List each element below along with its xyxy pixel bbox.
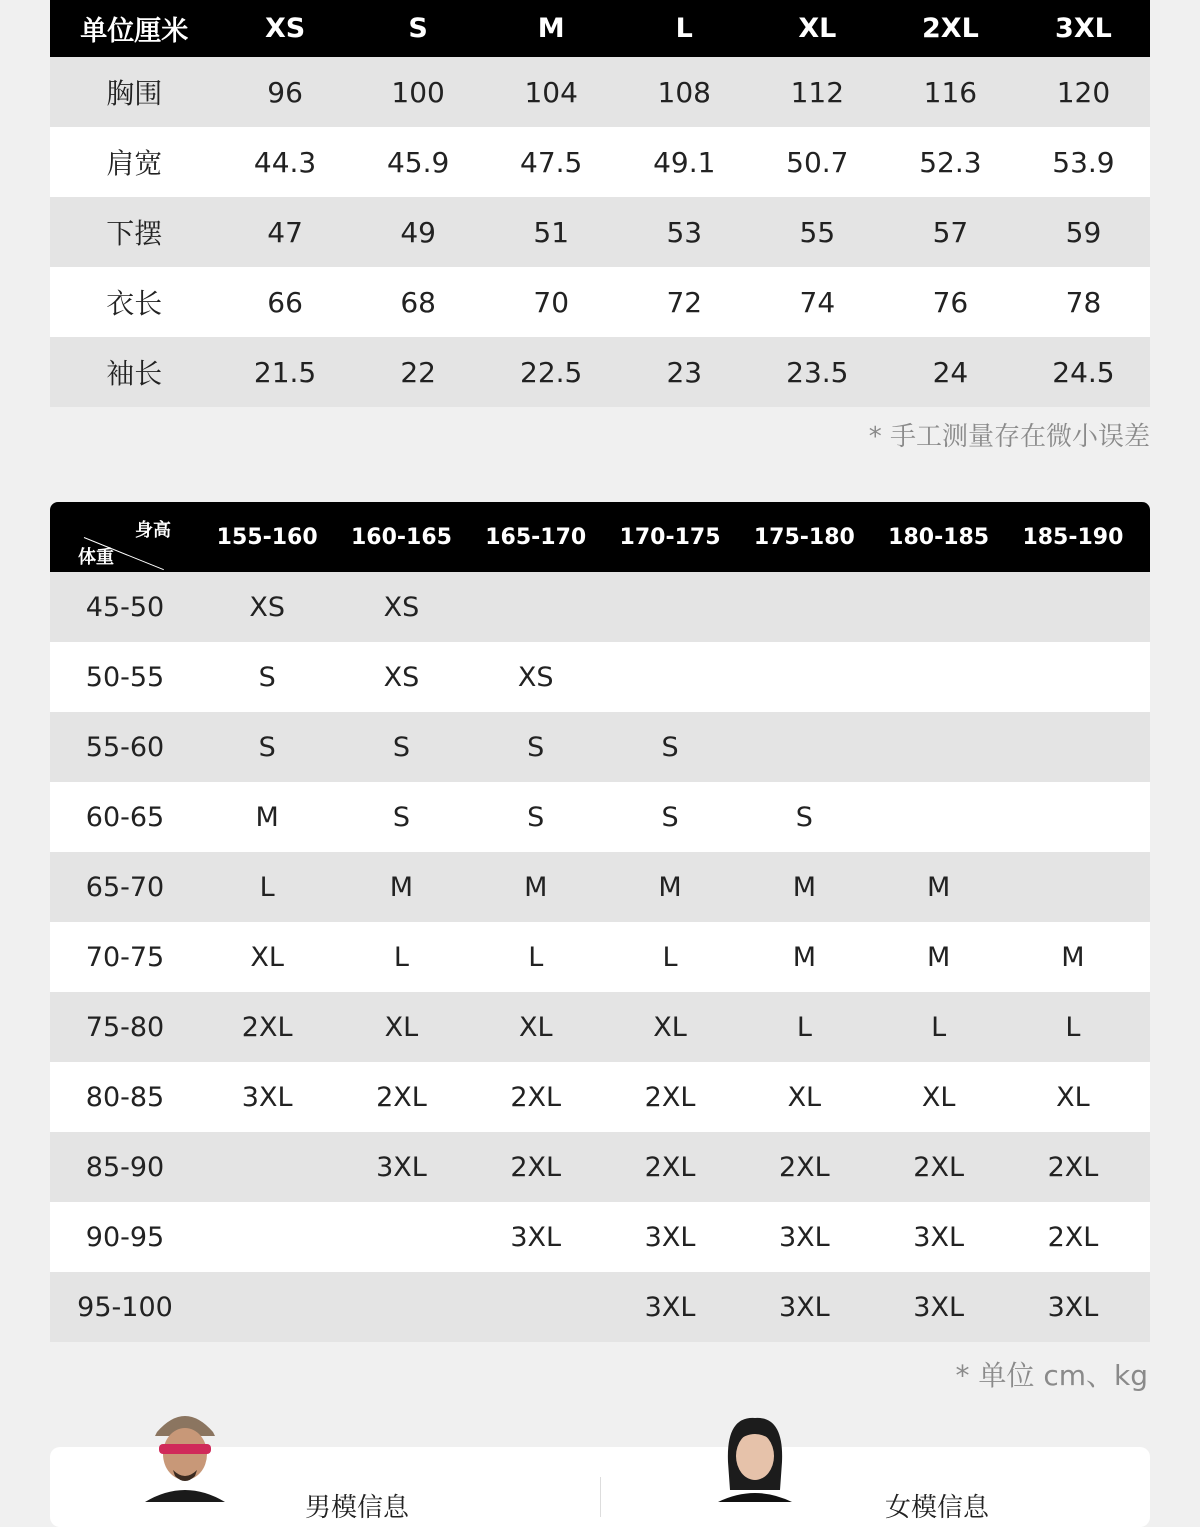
measurement-value: 51: [533, 215, 570, 249]
recommended-size: XL: [250, 941, 284, 973]
recommended-size: XL: [518, 1011, 553, 1043]
weight-range: 70-75: [85, 941, 165, 973]
measurement-value: 24.5: [1052, 355, 1115, 389]
recommended-size: XL: [653, 1011, 687, 1043]
weight-range: 90-95: [85, 1221, 165, 1253]
size-table-row: [50, 197, 1150, 267]
recommended-size: 3XL: [1047, 1291, 1099, 1323]
recommended-size: XS: [249, 591, 285, 623]
recommended-size: M: [926, 941, 951, 973]
corner-cell: [50, 502, 200, 572]
header-cell: S: [408, 13, 428, 44]
recommended-size: XL: [787, 1081, 822, 1113]
recommended-size: S: [392, 731, 411, 763]
size-table-row: [50, 267, 1150, 337]
recommended-size: 3XL: [913, 1291, 964, 1323]
weight-range: 50-55: [85, 661, 165, 693]
measurement-value: 50.7: [786, 145, 849, 179]
recommend-row: [50, 1202, 1150, 1272]
recommended-size: S: [258, 731, 276, 763]
weight-range: 85-90: [85, 1151, 165, 1183]
recommended-size: 2XL: [644, 1151, 696, 1183]
measurement-value: 66: [267, 285, 303, 319]
recommend-row: [50, 1272, 1150, 1342]
female-model-label: 女模信息: [885, 1493, 990, 1523]
measurement-label: 肩宽: [106, 147, 163, 180]
measurement-value: 108: [657, 75, 711, 109]
measurement-value: 47: [267, 215, 303, 249]
recommended-size: 2XL: [913, 1151, 964, 1183]
recommend-table-body: [50, 572, 1150, 1342]
weight-range: 55-60: [85, 731, 165, 763]
recommended-size: 2XL: [644, 1081, 696, 1113]
recommended-size: XL: [921, 1081, 956, 1113]
measurement-label: 衣长: [106, 287, 163, 320]
measurement-value: 96: [267, 75, 303, 109]
size-measurement-table: [50, 0, 1150, 407]
height-header: 160-165: [350, 524, 452, 550]
measurement-note: * 手工测量存在微小误差: [868, 422, 1150, 452]
recommended-size: 3XL: [376, 1151, 427, 1183]
measurement-value: 44.3: [253, 145, 317, 179]
recommended-size: 3XL: [778, 1291, 830, 1323]
recommended-size: L: [931, 1011, 947, 1043]
height-header: 180-185: [888, 524, 990, 550]
recommended-size: M: [255, 801, 279, 833]
male-model-photo: [135, 1402, 235, 1502]
header-cell: 单位厘米: [80, 16, 189, 47]
measurement-value: 22.5: [520, 355, 583, 389]
measurement-label: 胸围: [106, 77, 163, 110]
weight-range: 75-80: [85, 1011, 165, 1043]
measurement-value: 72: [666, 285, 703, 319]
header-cell: M: [537, 13, 565, 44]
recommended-size: 3XL: [644, 1221, 696, 1253]
recommended-size: M: [524, 871, 548, 903]
recommended-size: L: [393, 941, 409, 973]
size-table-row: [50, 127, 1150, 197]
header-cell: XL: [798, 13, 837, 44]
recommended-size: 3XL: [241, 1081, 293, 1113]
measurement-value: 49.1: [653, 145, 716, 179]
measurement-value: 104: [524, 75, 578, 109]
recommended-size: 2XL: [510, 1081, 562, 1113]
recommended-size: 2XL: [1047, 1221, 1099, 1253]
recommended-size: L: [259, 871, 275, 903]
corner-weight-label: 体重: [78, 547, 114, 568]
recommend-row: [50, 782, 1150, 852]
recommended-size: L: [662, 941, 678, 973]
header-cell: L: [675, 13, 693, 44]
recommended-size: S: [392, 801, 411, 833]
recommended-size: 3XL: [778, 1221, 830, 1253]
measurement-value: 76: [932, 285, 969, 319]
size-table-row: [50, 337, 1150, 407]
measurement-value: 53: [666, 215, 703, 249]
recommend-row: [50, 852, 1150, 922]
recommended-size: M: [1061, 941, 1085, 973]
size-table-body: [50, 57, 1150, 407]
corner-height-label: 身高: [135, 520, 171, 541]
recommended-size: XS: [383, 661, 420, 693]
measurement-value: 22: [400, 355, 436, 389]
measurement-value: 55: [799, 215, 836, 249]
weight-range: 45-50: [85, 591, 165, 623]
measurement-value: 68: [400, 285, 436, 319]
header-cell: XS: [264, 13, 306, 44]
size-table-header: [50, 0, 1150, 57]
recommend-row: [50, 992, 1150, 1062]
measurement-value: 78: [1065, 285, 1102, 319]
recommended-size: XL: [384, 1011, 419, 1043]
recommended-size: S: [527, 731, 545, 763]
recommended-size: XL: [1056, 1081, 1090, 1113]
measurement-value: 24: [932, 355, 969, 389]
measurement-label: 下摆: [106, 217, 163, 250]
measurement-value: 116: [923, 75, 978, 109]
recommended-size: S: [795, 801, 813, 833]
height-header: 170-175: [619, 524, 721, 550]
recommend-row: [50, 1132, 1150, 1202]
recommended-size: L: [796, 1011, 812, 1043]
weight-range: 60-65: [85, 801, 165, 833]
recommend-row: [50, 712, 1150, 782]
measurement-value: 112: [790, 75, 845, 109]
recommended-size: XS: [517, 661, 554, 693]
measurement-value: 100: [391, 75, 445, 109]
measurement-value: 23: [666, 355, 703, 389]
recommended-size: S: [661, 731, 679, 763]
measurement-value: 47.5: [520, 145, 583, 179]
recommended-size: XS: [383, 591, 420, 623]
height-header: 175-180: [753, 524, 855, 550]
header-cell: 2XL: [921, 13, 979, 44]
height-header: 185-190: [1022, 524, 1124, 550]
recommended-size: 2XL: [1047, 1151, 1099, 1183]
size-recommendation-table: [50, 502, 1150, 1342]
measurement-value: 21.5: [253, 355, 317, 389]
female-model-photo: [710, 1412, 800, 1502]
recommend-row: [50, 642, 1150, 712]
recommended-size: 2XL: [241, 1011, 293, 1043]
weight-range: 65-70: [85, 871, 165, 903]
recommended-size: M: [389, 871, 414, 903]
recommended-size: 3XL: [913, 1221, 964, 1253]
unit-note: * 单位 cm、kg: [955, 1359, 1148, 1392]
recommended-size: S: [661, 801, 679, 833]
recommended-size: 3XL: [510, 1221, 562, 1253]
recommend-row: [50, 922, 1150, 992]
male-model-label: 男模信息: [305, 1493, 410, 1523]
recommend-row: [50, 572, 1150, 642]
recommended-size: 2XL: [376, 1081, 427, 1113]
recommended-size: 2XL: [510, 1151, 562, 1183]
recommended-size: L: [528, 941, 544, 973]
recommended-size: S: [527, 801, 545, 833]
measurement-value: 59: [1065, 215, 1102, 249]
recommended-size: M: [658, 871, 682, 903]
measurement-value: 52.3: [919, 145, 982, 179]
card-divider: [600, 1477, 601, 1517]
measurement-value: 120: [1056, 75, 1111, 109]
recommended-size: M: [926, 871, 951, 903]
recommend-row: [50, 1062, 1150, 1132]
recommended-size: S: [258, 661, 276, 693]
recommended-size: M: [792, 871, 816, 903]
measurement-value: 49: [400, 215, 436, 249]
measurement-label: 袖长: [106, 357, 163, 390]
measurement-value: 45.9: [386, 145, 450, 179]
measurement-value: 23.5: [786, 355, 849, 389]
size-table-row: [50, 57, 1150, 127]
recommended-size: 2XL: [778, 1151, 830, 1183]
measurement-value: 53.9: [1052, 145, 1115, 179]
recommended-size: 3XL: [644, 1291, 696, 1323]
recommended-size: L: [1065, 1011, 1081, 1043]
header-cell: 3XL: [1055, 13, 1112, 44]
measurement-value: 74: [799, 285, 836, 319]
height-header: 165-170: [485, 524, 587, 550]
recommend-table-header: [50, 502, 1150, 572]
weight-range: 80-85: [85, 1081, 165, 1113]
measurement-value: 57: [932, 215, 969, 249]
measurement-value: 70: [533, 285, 570, 319]
height-header: 155-160: [216, 524, 318, 550]
weight-range: 95-100: [77, 1291, 173, 1323]
recommended-size: M: [792, 941, 816, 973]
